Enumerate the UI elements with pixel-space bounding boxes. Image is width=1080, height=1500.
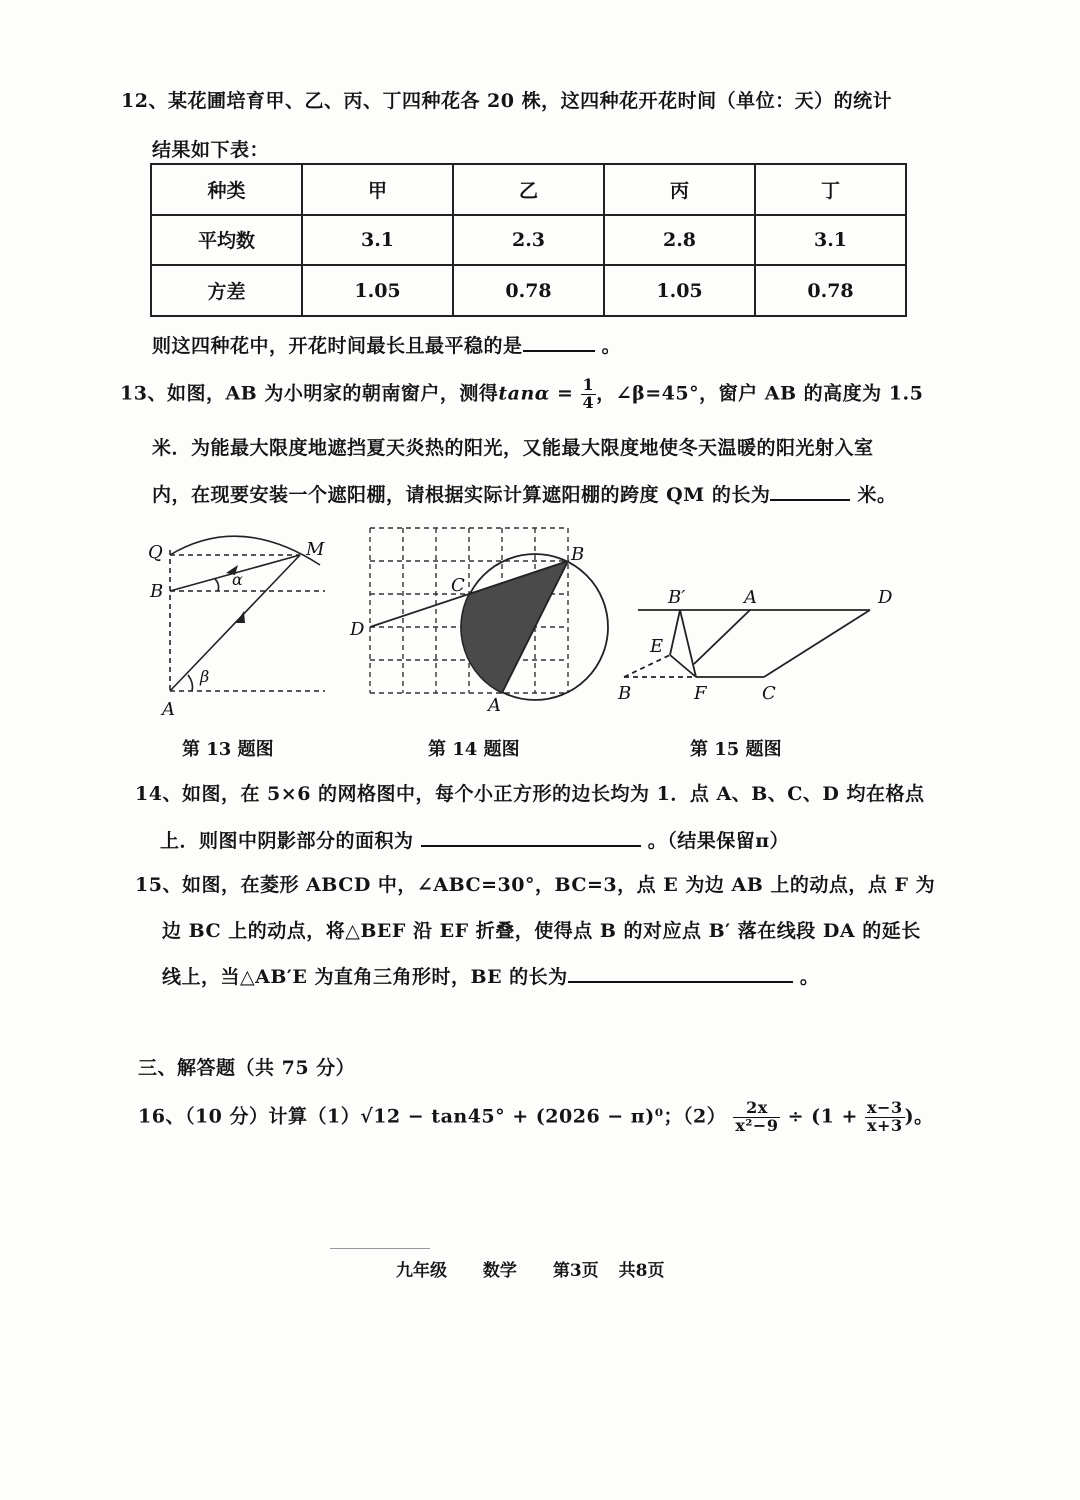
q13-end: 米。 (857, 484, 897, 506)
q15-line-3-text: 线上，当△AB′E 为直角三角形时，BE 的长为 (162, 966, 568, 988)
fold-bp-f (680, 610, 696, 677)
q16-expr-1: √12 − tan45° + (2026 − π)⁰；（2） (360, 1105, 727, 1128)
alpha-angle-arc (215, 579, 219, 591)
figure-15 (612, 582, 902, 707)
q12-question-text: 则这四种花中，开花时间最长且最平稳的是 (152, 335, 523, 357)
footer-total: 共8页 (618, 1261, 665, 1281)
q12-line-1: 12、某花圃培育甲、乙、丙、丁四种花各 20 株，这四种花开花时间（单位：天）的统计 (121, 90, 893, 112)
table-cell: 3.1 (755, 215, 906, 266)
answer-blank (770, 498, 850, 501)
answer-blank (568, 980, 793, 983)
side-ab (694, 610, 750, 664)
q13-line-1 (120, 377, 923, 412)
q14-line-1: 14、如图，在 5×6 的网格图中，每个小正方形的边长均为 1．点 A、B、C、D 均在格点 (135, 783, 925, 805)
caption-fig-15: 第 15 题图 (690, 739, 782, 760)
table-cell: 2.3 (453, 215, 604, 266)
figure-13 (140, 525, 340, 720)
label-a: A (744, 587, 757, 608)
q15-end: 。 (799, 966, 820, 988)
label-q: Q (148, 542, 163, 563)
caption-fig-14: 第 14 题图 (428, 739, 520, 760)
label-b: B (571, 544, 585, 565)
table-cell: 乙 (453, 164, 604, 215)
figure-14 (346, 525, 616, 715)
frac-numerator: 2x (733, 1100, 780, 1118)
q14-line-2 (160, 826, 789, 853)
q15-line-1: 15、如图，在菱形 ABCD 中，∠ABC=30°，BC=3，点 E 为边 AB 上的动点，点 F 为 (135, 874, 936, 896)
table-cell: 方差 (151, 265, 302, 316)
table-cell: 1.05 (604, 265, 755, 316)
page-footer (396, 1256, 694, 1281)
fold-bp-e (670, 610, 680, 655)
frac-denominator: 4 (582, 392, 595, 412)
beta-angle-arc (188, 675, 193, 691)
q15-line-2: 边 BC 上的动点，将△BEF 沿 EF 折叠，使得点 B 的对应点 B′ 落在线段 DA 的延长 (162, 920, 921, 942)
q13-line-3-text: 内，在现要安装一个遮阳棚，请根据实际计算遮阳棚的跨度 QM 的长为 (152, 484, 771, 506)
label-b: B (618, 683, 632, 704)
label-c: C (762, 683, 776, 704)
q14-end: 。（结果保留π） (647, 830, 790, 852)
fraction-one-quarter (581, 377, 597, 412)
label-f: F (694, 683, 707, 704)
frac-numerator: 1 (582, 375, 595, 394)
arrow-head (236, 611, 245, 623)
label-m: M (306, 539, 325, 560)
label-e: E (650, 636, 664, 657)
table-cell: 丁 (755, 164, 906, 215)
q12-question (152, 331, 621, 358)
label-a: A (162, 699, 175, 720)
table-header-row (151, 164, 906, 215)
q16-line (138, 1100, 934, 1135)
q12-line-2: 结果如下表： (152, 139, 270, 161)
frac-denominator: x+3 (867, 1115, 903, 1135)
footer-rule (330, 1248, 430, 1249)
fraction-2x (733, 1100, 780, 1135)
label-b: B (150, 581, 164, 602)
table-cell: 丙 (604, 164, 755, 215)
answer-blank (421, 844, 641, 847)
q16-end: )。 (904, 1105, 934, 1128)
label-d: D (350, 619, 365, 640)
frac-denominator: x²−9 (735, 1115, 779, 1135)
table-cell: 3.1 (302, 215, 453, 266)
label-b-prime: B′ (668, 587, 686, 608)
label-beta: β (200, 667, 210, 686)
table-cell: 2.8 (604, 215, 755, 266)
table-cell: 1.05 (302, 265, 453, 316)
fraction-x-3 (865, 1100, 905, 1135)
q13-line-1b: ，∠β=45°，窗户 AB 的高度为 1.5 (596, 382, 924, 405)
tan-alpha: tanα = (498, 382, 574, 405)
caption-fig-13: 第 13 题图 (182, 739, 274, 760)
table-row (151, 215, 906, 266)
footer-page: 第3页 (552, 1261, 599, 1281)
q15-line-3 (162, 962, 819, 989)
answer-blank (523, 349, 595, 352)
footer-subject: 数学 (482, 1261, 517, 1281)
q13-line-1a: 13、如图，AB 为小明家的朝南窗户，测得 (120, 382, 499, 405)
q16-mid: ÷ (1 + (787, 1105, 858, 1128)
arc-awning (170, 536, 320, 565)
label-a: A (488, 695, 501, 716)
label-c: C (451, 575, 465, 596)
table-cell: 种类 (151, 164, 302, 215)
q12-end: 。 (601, 335, 622, 357)
q13-line-2: 米．为能最大限度地遮挡夏天炎热的阳光，又能最大限度地使冬天温暖的阳光射入室 (152, 437, 874, 459)
dashed-b-e (624, 655, 670, 677)
table-row (151, 265, 906, 316)
table-cell: 甲 (302, 164, 453, 215)
table-cell: 0.78 (755, 265, 906, 316)
q16-prefix: 16、（10 分）计算（1） (138, 1105, 361, 1128)
side-dc (764, 610, 870, 677)
footer-grade: 九年级 (396, 1261, 447, 1281)
flower-stats-table (150, 163, 907, 317)
frac-numerator: x−3 (867, 1098, 903, 1117)
label-alpha: α (232, 570, 243, 589)
q14-line-2-text: 上．则图中阴影部分的面积为 (160, 830, 414, 852)
q13-line-3 (152, 480, 896, 507)
table-cell: 0.78 (453, 265, 604, 316)
table-cell: 平均数 (151, 215, 302, 266)
section-title: 三、解答题（共 75 分） (138, 1057, 356, 1079)
label-d: D (878, 587, 893, 608)
